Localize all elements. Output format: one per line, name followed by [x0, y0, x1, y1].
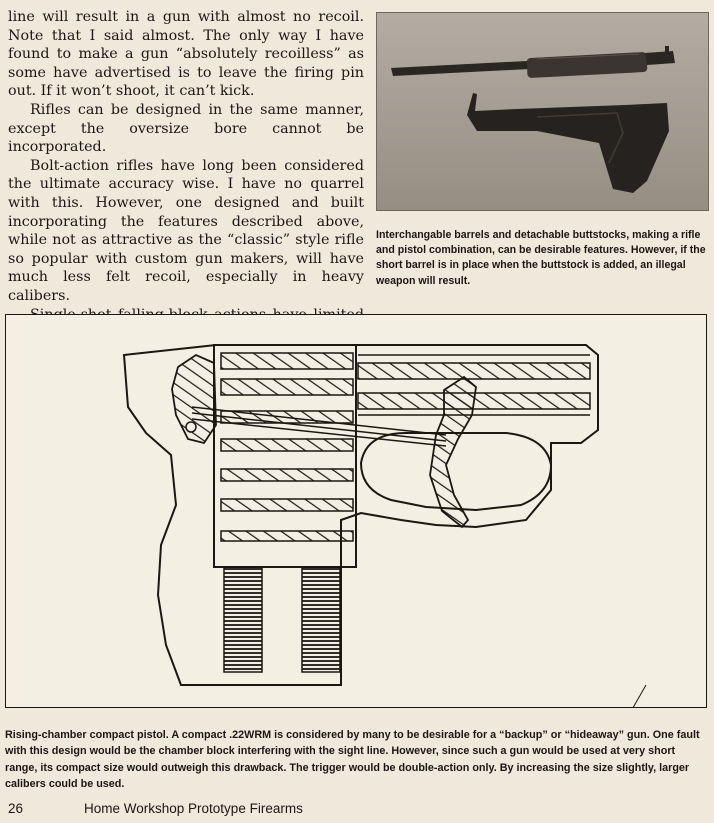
photo-caption: Interchangable barrels and detachable buttstocks, making a rifle and pistol combination, can be desirable features. However, if the short barrel is in place when the buttstock is added, an illegal weapon will result. — [376, 229, 706, 287]
page-number: 26 — [8, 801, 24, 816]
figure-caption: Rising-chamber compact pistol. A compact .22WRM is considered by many to be desirable for a “backup” or “hideaway” gun. One fault with this design would be the chamber block interfering with the sight line. However, since such a gun would be used at very short range, its compact size would outweigh this drawback. The trigger would be double-action only. By increasing the size slightly, larger calibers could be used. — [5, 729, 700, 790]
page-footer — [8, 801, 303, 816]
barrel-and-buttstock-photo — [376, 12, 709, 211]
pistol-diagram — [5, 314, 707, 708]
book-title: Home Workshop Prototype Firearms — [84, 801, 303, 816]
body-text-column — [8, 8, 364, 343]
paragraph-1: line will result in a gun with almost no recoil. Note that I said almost. The only way I have found to make a gun “absolutely recoilless” as some have advertised is to leave the firing pin out. If it won’t shoot, it can’t kick. — [8, 9, 364, 100]
paragraph-2: Rifles can be designed in the same manner, except the oversize bore cannot be incorporated. — [8, 101, 364, 156]
leader-line — [606, 685, 646, 707]
chamber-bores — [221, 353, 353, 541]
magazine-springs — [224, 567, 340, 672]
paragraph-3: Bolt-action rifles have long been considered the ultimate accuracy wise. I have no quarrel with this. However, one designed and built incorporating the features described above, while not as attractive as the “classic” style rifle so popular with custom gun makers, will have much less felt recoil, especially in heavy calibers. — [8, 157, 364, 304]
